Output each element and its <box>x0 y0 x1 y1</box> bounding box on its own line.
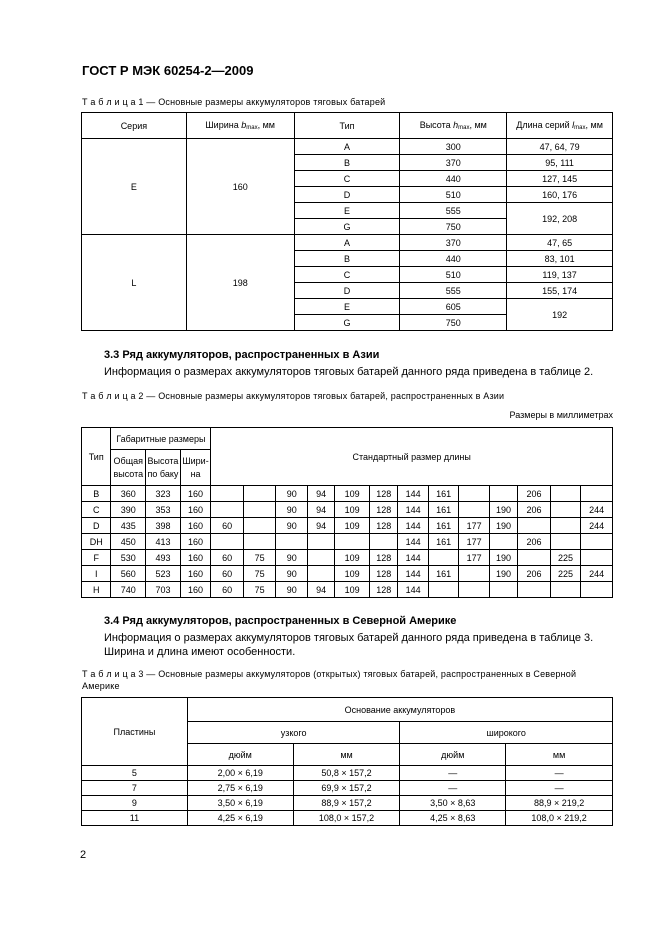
t2-cell: 190 <box>489 550 517 566</box>
t2-header-tank-height: Высота по баку <box>146 450 181 486</box>
t2-cell <box>428 582 458 598</box>
t2-cell: 75 <box>243 566 276 582</box>
t1-length-cell: 192 <box>507 299 613 331</box>
t3-header-wide: широкого <box>400 722 613 744</box>
t3-cell: — <box>400 766 506 781</box>
t1-height-cell: 440 <box>400 251 507 267</box>
t1-height-cell: 300 <box>400 139 507 155</box>
t2-cell: 450 <box>111 534 146 550</box>
t1-header-height: Высота $h_{max}$, мм <box>400 113 507 139</box>
t2-cell: 244 <box>581 502 613 518</box>
t1-header-width: Ширина $b_{max}$, мм <box>186 113 294 139</box>
t2-cell: 144 <box>398 550 428 566</box>
t2-cell: 190 <box>489 502 517 518</box>
t2-cell: 90 <box>276 502 308 518</box>
t2-cell: 160 <box>180 566 210 582</box>
t2-cell <box>550 518 580 534</box>
section-3-3-text: Информация о размерах аккумуляторов тяговых батарей данного ряда приведена в таблице 2. <box>104 366 594 378</box>
t2-cell <box>243 502 276 518</box>
t2-cell <box>518 582 551 598</box>
t2-cell: 109 <box>335 550 370 566</box>
t1-header-length: Длина серий $l_{max}$, мм <box>507 113 613 139</box>
t1-type-cell: G <box>294 315 400 331</box>
t2-cell: 530 <box>111 550 146 566</box>
t1-height-cell: 370 <box>400 235 507 251</box>
table-3-caption-line-1: Т а б л и ц а 3 — Основные размеры аккумуляторов (открытых) тяговых батарей, распространенных в Северной <box>82 669 577 679</box>
t2-cell <box>308 534 335 550</box>
t3-header-narrow: узкого <box>187 722 400 744</box>
t2-cell: 90 <box>276 582 308 598</box>
t2-cell: 90 <box>276 486 308 502</box>
t2-cell <box>308 550 335 566</box>
t2-cell: 353 <box>146 502 181 518</box>
t2-header-std-length: Стандартный размер длины <box>211 428 613 486</box>
t3-cell: — <box>506 766 613 781</box>
t1-type-cell: D <box>294 283 400 299</box>
t3-cell: 3,50 × 6,19 <box>187 796 293 811</box>
t2-cell: 90 <box>276 566 308 582</box>
t2-cell: 160 <box>180 486 210 502</box>
t3-plates-cell: 5 <box>82 766 188 781</box>
t2-cell <box>459 502 489 518</box>
t2-cell: 144 <box>398 534 428 550</box>
t1-width-cell: 198 <box>186 235 294 331</box>
t3-cell: 88,9 × 219,2 <box>506 796 613 811</box>
table-row <box>82 139 613 155</box>
t2-cell: 109 <box>335 502 370 518</box>
t2-type-cell: DH <box>82 534 111 550</box>
t1-length-cell: 155, 174 <box>507 283 613 299</box>
t3-header-plates: Пластины <box>82 698 188 766</box>
t3-plates-cell: 9 <box>82 796 188 811</box>
t2-cell: 206 <box>518 566 551 582</box>
t2-cell <box>489 582 517 598</box>
t2-type-cell: F <box>82 550 111 566</box>
t2-cell <box>428 550 458 566</box>
t1-type-cell: D <box>294 187 400 203</box>
table-2-units: Размеры в миллиметрах <box>509 410 613 420</box>
t2-cell: 109 <box>335 486 370 502</box>
t2-cell: 128 <box>370 518 398 534</box>
t1-type-cell: C <box>294 267 400 283</box>
table-row <box>82 566 613 582</box>
t3-plates-cell: 11 <box>82 811 188 826</box>
t1-length-cell: 127, 145 <box>507 171 613 187</box>
t1-height-cell: 605 <box>400 299 507 315</box>
t2-cell <box>276 534 308 550</box>
t2-cell: 94 <box>308 502 335 518</box>
t2-cell: 206 <box>518 502 551 518</box>
t1-height-cell: 555 <box>400 283 507 299</box>
t2-cell <box>459 486 489 502</box>
t2-cell: 128 <box>370 550 398 566</box>
t2-cell: 398 <box>146 518 181 534</box>
t3-cell: 69,9 × 157,2 <box>293 781 400 796</box>
t2-cell: 60 <box>211 582 244 598</box>
section-3-3-title: 3.3 Ряд аккумуляторов, распространенных в Азии <box>104 349 380 361</box>
t2-type-cell: I <box>82 566 111 582</box>
t2-cell: 161 <box>428 502 458 518</box>
t2-cell: 493 <box>146 550 181 566</box>
t2-cell: 225 <box>550 566 580 582</box>
t2-cell: 109 <box>335 518 370 534</box>
t1-height-cell: 440 <box>400 171 507 187</box>
t2-cell: 94 <box>308 518 335 534</box>
t2-cell: 60 <box>211 566 244 582</box>
t2-cell: 435 <box>111 518 146 534</box>
t3-header-narrow-inch: дюйм <box>187 744 293 766</box>
t3-cell: 108,0 × 219,2 <box>506 811 613 826</box>
t1-length-cell: 83, 101 <box>507 251 613 267</box>
t1-length-cell: 47, 64, 79 <box>507 139 613 155</box>
t2-cell <box>581 486 613 502</box>
table-row <box>82 534 613 550</box>
page-number: 2 <box>80 849 87 861</box>
t1-type-cell: C <box>294 171 400 187</box>
t2-header-width: Шири-на <box>180 450 210 486</box>
t2-cell: 60 <box>211 518 244 534</box>
t1-height-cell: 510 <box>400 187 507 203</box>
t2-cell <box>550 534 580 550</box>
t2-header-total-height: Общая высота <box>111 450 146 486</box>
t2-cell <box>243 518 276 534</box>
t2-cell: 703 <box>146 582 181 598</box>
t2-cell: 161 <box>428 566 458 582</box>
t2-cell: 190 <box>489 518 517 534</box>
table-row <box>82 781 613 796</box>
t1-length-cell: 95, 111 <box>507 155 613 171</box>
t2-cell <box>243 486 276 502</box>
t2-cell <box>489 486 517 502</box>
t3-header-wide-inch: дюйм <box>400 744 506 766</box>
section-3-4-text-1: Информация о размерах аккумуляторов тяговых батарей данного ряда приведена в таблице 3. <box>104 632 594 644</box>
t2-cell: 206 <box>518 486 551 502</box>
t3-header-base: Основание аккумуляторов <box>187 698 612 722</box>
t3-cell: 4,25 × 6,19 <box>187 811 293 826</box>
t2-type-cell: D <box>82 518 111 534</box>
t1-series-cell: E <box>82 139 187 235</box>
t2-cell <box>211 486 244 502</box>
t3-header-narrow-mm: мм <box>293 744 400 766</box>
t2-cell <box>335 534 370 550</box>
t2-cell: 225 <box>550 550 580 566</box>
t2-cell: 90 <box>276 518 308 534</box>
table-row <box>82 486 613 502</box>
t2-cell: 94 <box>308 486 335 502</box>
t2-cell <box>211 534 244 550</box>
t2-cell: 160 <box>180 582 210 598</box>
t2-type-cell: H <box>82 582 111 598</box>
t1-type-cell: A <box>294 235 400 251</box>
t1-header-series: Серия <box>82 113 187 139</box>
t2-cell <box>518 550 551 566</box>
t2-cell <box>211 502 244 518</box>
t3-cell: — <box>506 781 613 796</box>
t2-cell: 523 <box>146 566 181 582</box>
t2-cell: 360 <box>111 486 146 502</box>
t2-cell: 128 <box>370 566 398 582</box>
t1-height-cell: 555 <box>400 203 507 219</box>
t2-header-type: Тип <box>82 428 111 486</box>
t2-cell <box>459 566 489 582</box>
t2-cell <box>550 502 580 518</box>
t3-cell: 50,8 × 157,2 <box>293 766 400 781</box>
t1-type-cell: A <box>294 139 400 155</box>
table-row <box>82 518 613 534</box>
t3-cell: 88,9 × 157,2 <box>293 796 400 811</box>
table-row <box>82 550 613 566</box>
t3-plates-cell: 7 <box>82 781 188 796</box>
t2-cell: 160 <box>180 502 210 518</box>
t2-cell: 94 <box>308 582 335 598</box>
t2-cell: 128 <box>370 486 398 502</box>
table-2-caption: Т а б л и ц а 2 — Основные размеры аккумуляторов тяговых батарей, распространенных в Азии <box>82 391 505 401</box>
table-1-caption: Т а б л и ц а 1 — Основные размеры аккумуляторов тяговых батарей <box>82 97 386 107</box>
t2-cell: 144 <box>398 566 428 582</box>
t2-header-overall: Габаритные размеры <box>111 428 211 450</box>
t2-cell: 161 <box>428 518 458 534</box>
table-1 <box>81 112 613 331</box>
t3-cell: 108,0 × 157,2 <box>293 811 400 826</box>
t3-cell: — <box>400 781 506 796</box>
table-row <box>82 811 613 826</box>
table-3-caption-line-2: Америке <box>82 681 120 691</box>
table-row <box>82 796 613 811</box>
t2-cell <box>550 582 580 598</box>
t2-cell: 160 <box>180 534 210 550</box>
t2-cell: 413 <box>146 534 181 550</box>
t2-cell <box>581 582 613 598</box>
table-row <box>82 582 613 598</box>
t2-cell: 190 <box>489 566 517 582</box>
t2-cell: 244 <box>581 518 613 534</box>
t2-cell: 177 <box>459 534 489 550</box>
t2-cell: 128 <box>370 502 398 518</box>
t2-cell <box>243 534 276 550</box>
t2-cell: 244 <box>581 566 613 582</box>
table-row <box>82 502 613 518</box>
table-row <box>82 766 613 781</box>
table-2 <box>81 427 613 598</box>
t3-cell: 4,25 × 8,63 <box>400 811 506 826</box>
t2-cell: 161 <box>428 534 458 550</box>
t1-series-cell: L <box>82 235 187 331</box>
t1-length-cell: 119, 137 <box>507 267 613 283</box>
t2-cell: 160 <box>180 518 210 534</box>
t2-cell <box>581 550 613 566</box>
t1-length-cell: 192, 208 <box>507 203 613 235</box>
t1-width-cell: 160 <box>186 139 294 235</box>
t2-cell: 323 <box>146 486 181 502</box>
t2-cell <box>489 534 517 550</box>
t2-cell: 109 <box>335 566 370 582</box>
t2-cell: 60 <box>211 550 244 566</box>
t2-cell: 390 <box>111 502 146 518</box>
t2-cell: 109 <box>335 582 370 598</box>
t2-cell <box>550 486 580 502</box>
t3-cell: 3,50 × 8,63 <box>400 796 506 811</box>
t2-cell: 75 <box>243 550 276 566</box>
t2-cell: 144 <box>398 518 428 534</box>
t2-cell: 75 <box>243 582 276 598</box>
t2-cell: 144 <box>398 486 428 502</box>
t1-type-cell: E <box>294 299 400 315</box>
t1-height-cell: 370 <box>400 155 507 171</box>
section-3-4-title: 3.4 Ряд аккумуляторов, распространенных в Северной Америке <box>104 615 457 627</box>
t2-cell: 144 <box>398 502 428 518</box>
t2-cell <box>308 566 335 582</box>
t1-length-cell: 160, 176 <box>507 187 613 203</box>
section-3-4-text-2: Ширина и длина имеют особенности. <box>104 646 296 658</box>
t2-cell: 161 <box>428 486 458 502</box>
t2-cell <box>370 534 398 550</box>
table-row <box>82 235 613 251</box>
t3-cell: 2,00 × 6,19 <box>187 766 293 781</box>
t2-cell: 560 <box>111 566 146 582</box>
t2-type-cell: C <box>82 502 111 518</box>
t1-height-cell: 750 <box>400 219 507 235</box>
t1-type-cell: G <box>294 219 400 235</box>
t2-cell: 206 <box>518 534 551 550</box>
t1-type-cell: E <box>294 203 400 219</box>
t1-height-cell: 510 <box>400 267 507 283</box>
t2-cell: 128 <box>370 582 398 598</box>
t2-cell <box>518 518 551 534</box>
t1-type-cell: B <box>294 155 400 171</box>
t1-type-cell: B <box>294 251 400 267</box>
t2-cell <box>581 534 613 550</box>
t2-cell: 144 <box>398 582 428 598</box>
t1-header-type: Тип <box>294 113 400 139</box>
t2-cell: 177 <box>459 518 489 534</box>
t2-cell: 90 <box>276 550 308 566</box>
t2-cell: 160 <box>180 550 210 566</box>
t3-header-wide-mm: мм <box>506 744 613 766</box>
t2-cell <box>459 582 489 598</box>
document-header: ГОСТ Р МЭК 60254-2—2009 <box>82 63 254 78</box>
t1-height-cell: 750 <box>400 315 507 331</box>
t1-length-cell: 47, 65 <box>507 235 613 251</box>
t2-type-cell: B <box>82 486 111 502</box>
t3-cell: 2,75 × 6,19 <box>187 781 293 796</box>
t2-cell: 177 <box>459 550 489 566</box>
table-3 <box>81 697 613 826</box>
t2-cell: 740 <box>111 582 146 598</box>
